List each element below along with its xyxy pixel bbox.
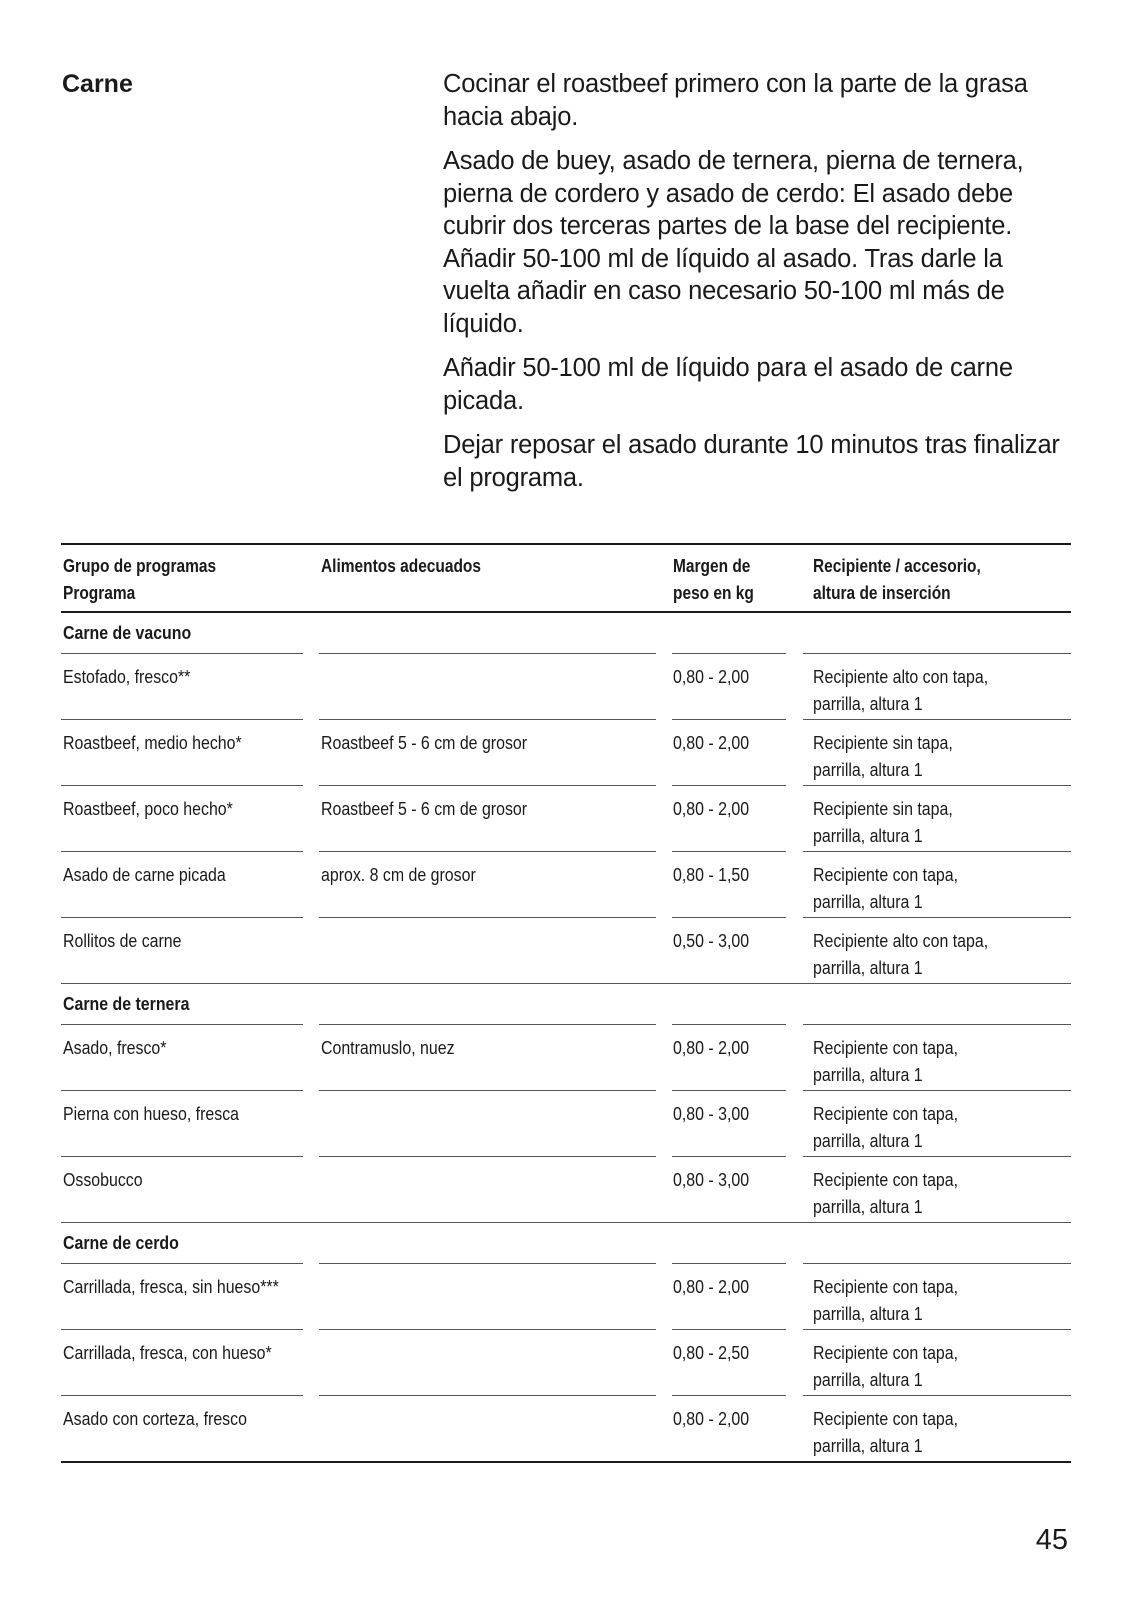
group-row [61,1223,1071,1264]
header-text: altura de inserción [813,583,951,603]
header-vessel-accessory [813,553,1032,607]
program-cell: Asado, fresco* [63,1037,167,1058]
header-program-group [63,553,278,607]
header-text: Programa [63,583,136,603]
header-text: peso en kg [673,583,754,603]
program-cell: Pierna con hueso, fresca [63,1103,240,1124]
program-cell: Rollitos de carne [63,930,182,951]
program-cell: Roastbeef, medio hecho* [63,732,242,753]
vessel-line: parrilla, altura 1 [813,1303,923,1324]
program-cell: Asado de carne picada [63,864,226,885]
header-suitable-foods [321,553,605,580]
vessel-cell [813,861,1032,915]
vessel-cell [813,1034,1032,1088]
food-cell: aprox. 8 cm de grosor [321,864,476,885]
weight-cell: 0,80 - 2,00 [673,732,750,753]
page-number: 45 [1035,1524,1068,1556]
table-row [61,918,1071,984]
intro-paragraph: Dejar reposar el asado durante 10 minutos tras finalizar el programa. [443,431,1060,492]
group-row [61,984,1071,1025]
weight-cell: 0,80 - 2,00 [673,1408,750,1429]
vessel-line: Recipiente con tapa, [813,1169,959,1190]
vessel-line: Recipiente sin tapa, [813,732,953,753]
vessel-line: Recipiente alto con tapa, [813,666,989,687]
vessel-line: Recipiente con tapa, [813,1037,959,1058]
program-cell: Asado con corteza, fresco [63,1408,247,1429]
weight-cell: 0,80 - 2,00 [673,798,750,819]
section-title: Carne [62,70,133,98]
table-row [61,1025,1071,1091]
table-row [61,1157,1071,1223]
vessel-line: Recipiente con tapa, [813,1408,959,1429]
vessel-line: parrilla, altura 1 [813,957,923,978]
intro-paragraph: Asado de buey, asado de ternera, pierna de ternera, pierna de cordero y asado de cerdo: El asado debe cubrir dos terceras partes de la base del recipiente. Añadir 50-100 ml de líquido al asado. Tras darle la vuelta añadir en caso necesario 50-100 ml más de líquido. [443,147,1024,338]
program-cell: Carrillada, fresca, sin hueso*** [63,1276,279,1297]
intro-paragraph: Cocinar el roastbeef primero con la parte de la grasa hacia abajo. [443,70,1028,131]
weight-cell: 0,80 - 1,50 [673,864,750,885]
weight-cell: 0,80 - 2,00 [673,1276,750,1297]
vessel-cell [813,729,1032,783]
group-name: Carne de vacuno [63,622,192,643]
table-bottom-rule [61,1461,1071,1463]
weight-cell: 0,80 - 2,00 [673,1037,750,1058]
vessel-line: Recipiente sin tapa, [813,798,953,819]
program-cell: Roastbeef, poco hecho* [63,798,233,819]
vessel-cell [813,795,1032,849]
header-text: Recipiente / accesorio, [813,556,981,576]
weight-cell: 0,80 - 2,50 [673,1342,750,1363]
vessel-cell [813,927,1032,981]
header-text: Margen de [673,556,751,576]
program-cell: Estofado, fresco** [63,666,191,687]
vessel-line: parrilla, altura 1 [813,1130,923,1151]
table-row [61,1264,1071,1330]
weight-cell: 0,80 - 3,00 [673,1103,750,1124]
weight-cell: 0,80 - 2,00 [673,666,750,687]
table-header [61,545,1071,613]
vessel-cell [813,1273,1032,1327]
intro-text [443,68,1073,506]
group-row [61,613,1071,654]
table-row [61,1396,1071,1462]
weight-cell: 0,80 - 3,00 [673,1169,750,1190]
vessel-line: Recipiente con tapa, [813,1103,959,1124]
vessel-line: parrilla, altura 1 [813,1435,923,1456]
vessel-line: parrilla, altura 1 [813,1196,923,1217]
vessel-line: Recipiente con tapa, [813,1342,959,1363]
group-name: Carne de ternera [63,993,190,1014]
table-row [61,852,1071,918]
food-cell: Roastbeef 5 - 6 cm de grosor [321,732,528,753]
vessel-cell [813,1405,1032,1459]
food-cell: Contramuslo, nuez [321,1037,455,1058]
table-row [61,1330,1071,1396]
vessel-line: parrilla, altura 1 [813,825,923,846]
vessel-line: parrilla, altura 1 [813,1064,923,1085]
vessel-line: parrilla, altura 1 [813,891,923,912]
header-weight-range [673,553,776,607]
weight-cell: 0,50 - 3,00 [673,930,750,951]
table-row [61,1091,1071,1157]
vessel-line: Recipiente con tapa, [813,864,959,885]
vessel-line: Recipiente alto con tapa, [813,930,989,951]
vessel-line: parrilla, altura 1 [813,759,923,780]
vessel-line: parrilla, altura 1 [813,693,923,714]
vessel-cell [813,1100,1032,1154]
vessel-line: Recipiente con tapa, [813,1276,959,1297]
header-text: Alimentos adecuados [321,556,482,576]
food-cell: Roastbeef 5 - 6 cm de grosor [321,798,528,819]
vessel-cell [813,1339,1032,1393]
table-row [61,654,1071,720]
vessel-cell [813,1166,1032,1220]
group-name: Carne de cerdo [63,1232,179,1253]
vessel-cell [813,663,1032,717]
program-cell: Ossobucco [63,1169,143,1190]
vessel-line: parrilla, altura 1 [813,1369,923,1390]
table-row [61,786,1071,852]
intro-paragraph: Añadir 50-100 ml de líquido para el asado de carne picada. [443,354,1013,415]
program-cell: Carrillada, fresca, con hueso* [63,1342,272,1363]
table-row [61,720,1071,786]
header-text: Grupo de programas [63,556,217,576]
